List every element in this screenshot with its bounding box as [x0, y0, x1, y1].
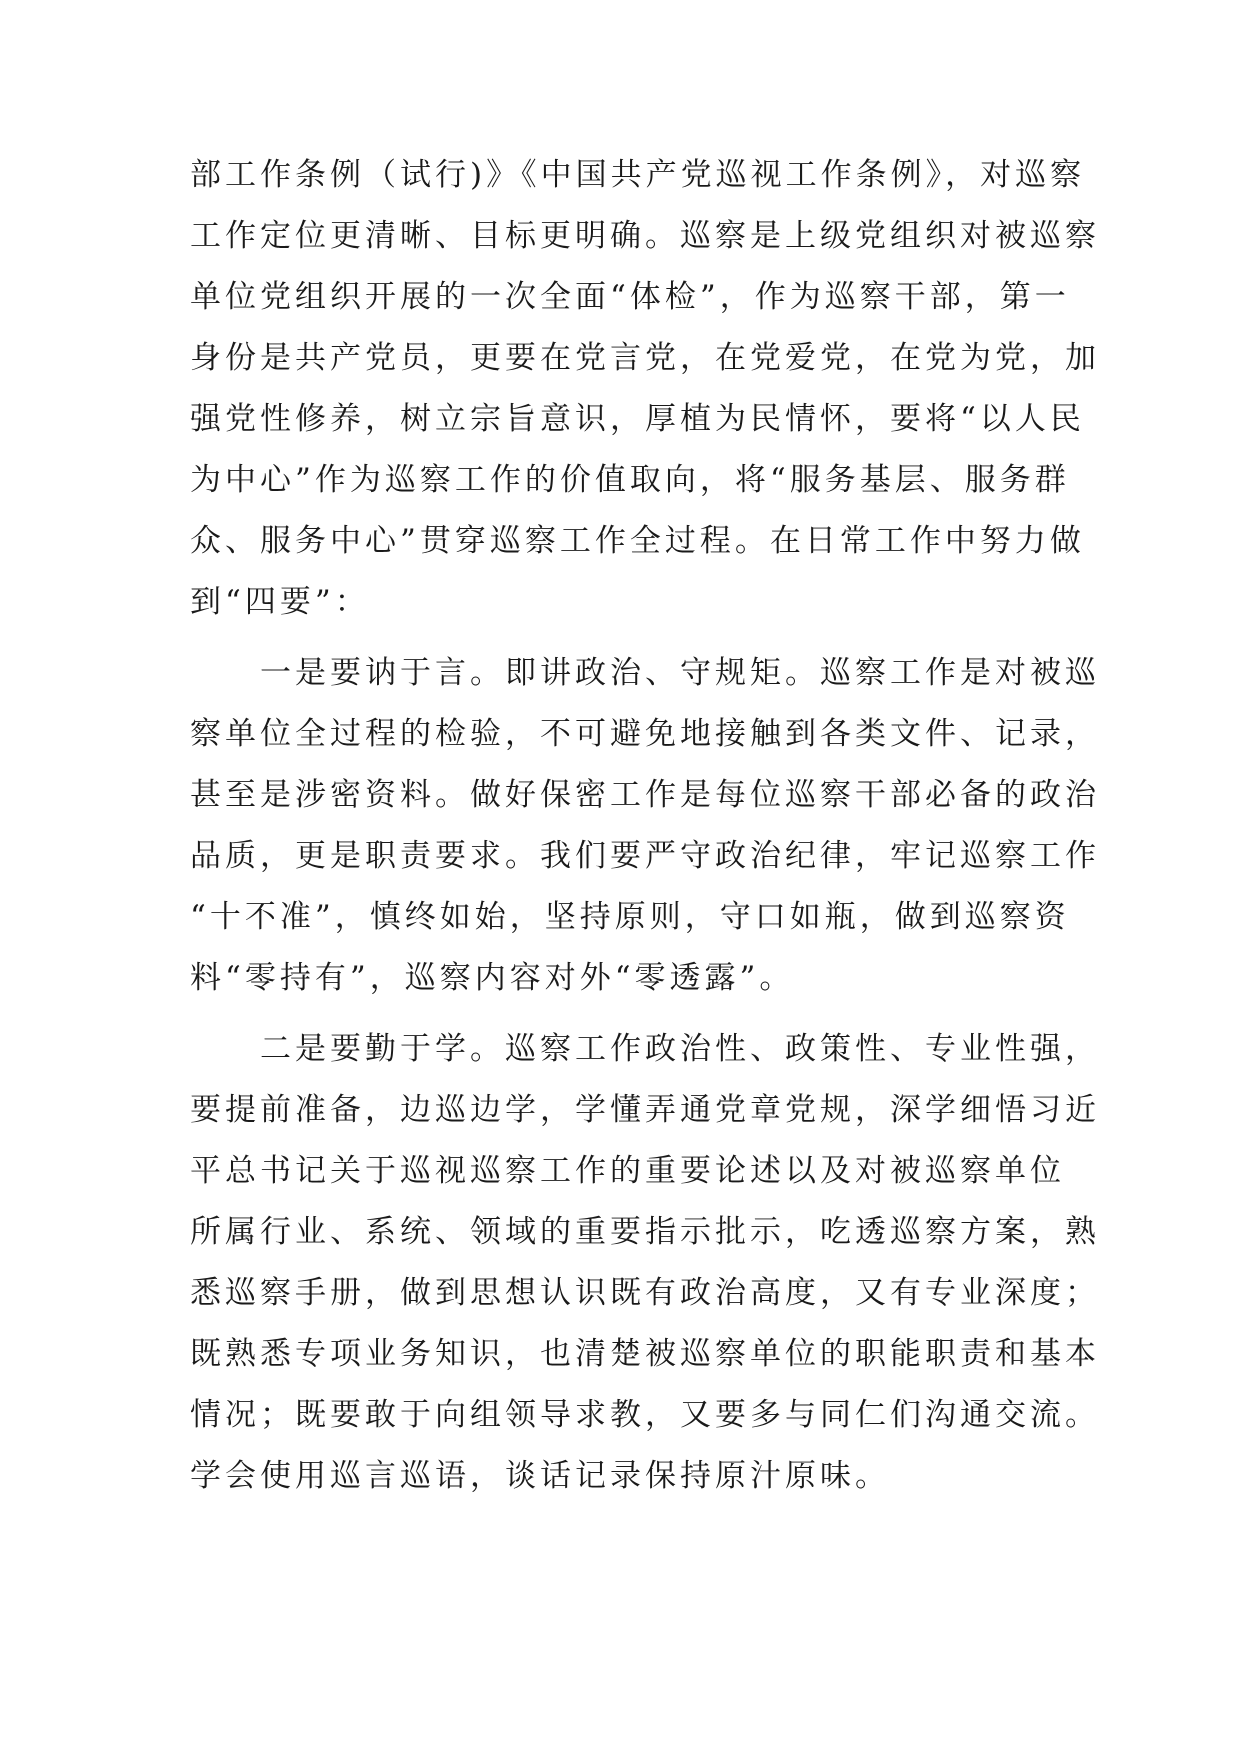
- text-line: 单位党组织开展的一次全面“体检”，作为巡察干部，第一: [190, 279, 1070, 315]
- text-line: 学会使用巡言巡语，谈话记录保持原汁原味。: [190, 1458, 890, 1494]
- text-line: 到“四要”：: [190, 584, 370, 620]
- text-line: 既熟悉专项业务知识，也清楚被巡察单位的职能职责和基本: [190, 1336, 1100, 1372]
- text-line: 所属行业、系统、领域的重要指示批示，吃透巡察方案，熟: [190, 1214, 1100, 1250]
- text-line: 为中心”作为巡察工作的价值取向，将“服务基层、服务群: [190, 462, 1070, 498]
- paragraph-2: [190, 643, 1100, 1009]
- text-line: 要提前准备，边巡边学，学懂弄通党章党规，深学细悟习近: [190, 1092, 1100, 1128]
- paragraph-1: [190, 145, 1100, 633]
- text-line: 身份是共产党员，更要在党言党，在党爱党，在党为党，加: [190, 340, 1100, 376]
- text-line: 众、服务中心”贯穿巡察工作全过程。在日常工作中努力做: [190, 523, 1085, 559]
- text-line: 料“零持有”，巡察内容对外“零透露”。: [190, 960, 795, 996]
- text-line: 察单位全过程的检验，不可避免地接触到各类文件、记录，: [190, 716, 1100, 752]
- text-line: “十不准”，慎终如始，坚持原则，守口如瓶，做到巡察资: [190, 899, 1070, 935]
- text-line: 悉巡察手册，做到思想认识既有政治高度，又有专业深度；: [190, 1275, 1100, 1311]
- text-line: 一是要讷于言。即讲政治、守规矩。巡察工作是对被巡: [190, 655, 1100, 691]
- paragraph-3: [190, 1019, 1100, 1507]
- text-line: 强党性修养，树立宗旨意识，厚植为民情怀，要将“以人民: [190, 401, 1085, 437]
- text-line: 情况；既要敢于向组领导求教，又要多与同仁们沟通交流。: [190, 1397, 1100, 1433]
- text-line: 甚至是涉密资料。做好保密工作是每位巡察干部必备的政治: [190, 777, 1100, 813]
- text-line: 工作定位更清晰、目标更明确。巡察是上级党组织对被巡察: [190, 218, 1100, 254]
- text-line: 部工作条例（试行)》《中国共产党巡视工作条例》，对巡察: [190, 157, 1086, 193]
- text-line: 品质，更是职责要求。我们要严守政治纪律，牢记巡察工作: [190, 838, 1100, 874]
- text-line: 平总书记关于巡视巡察工作的重要论述以及对被巡察单位: [190, 1153, 1065, 1189]
- body-text: [190, 145, 1100, 1507]
- text-line: 二是要勤于学。巡察工作政治性、政策性、专业性强，: [190, 1031, 1100, 1067]
